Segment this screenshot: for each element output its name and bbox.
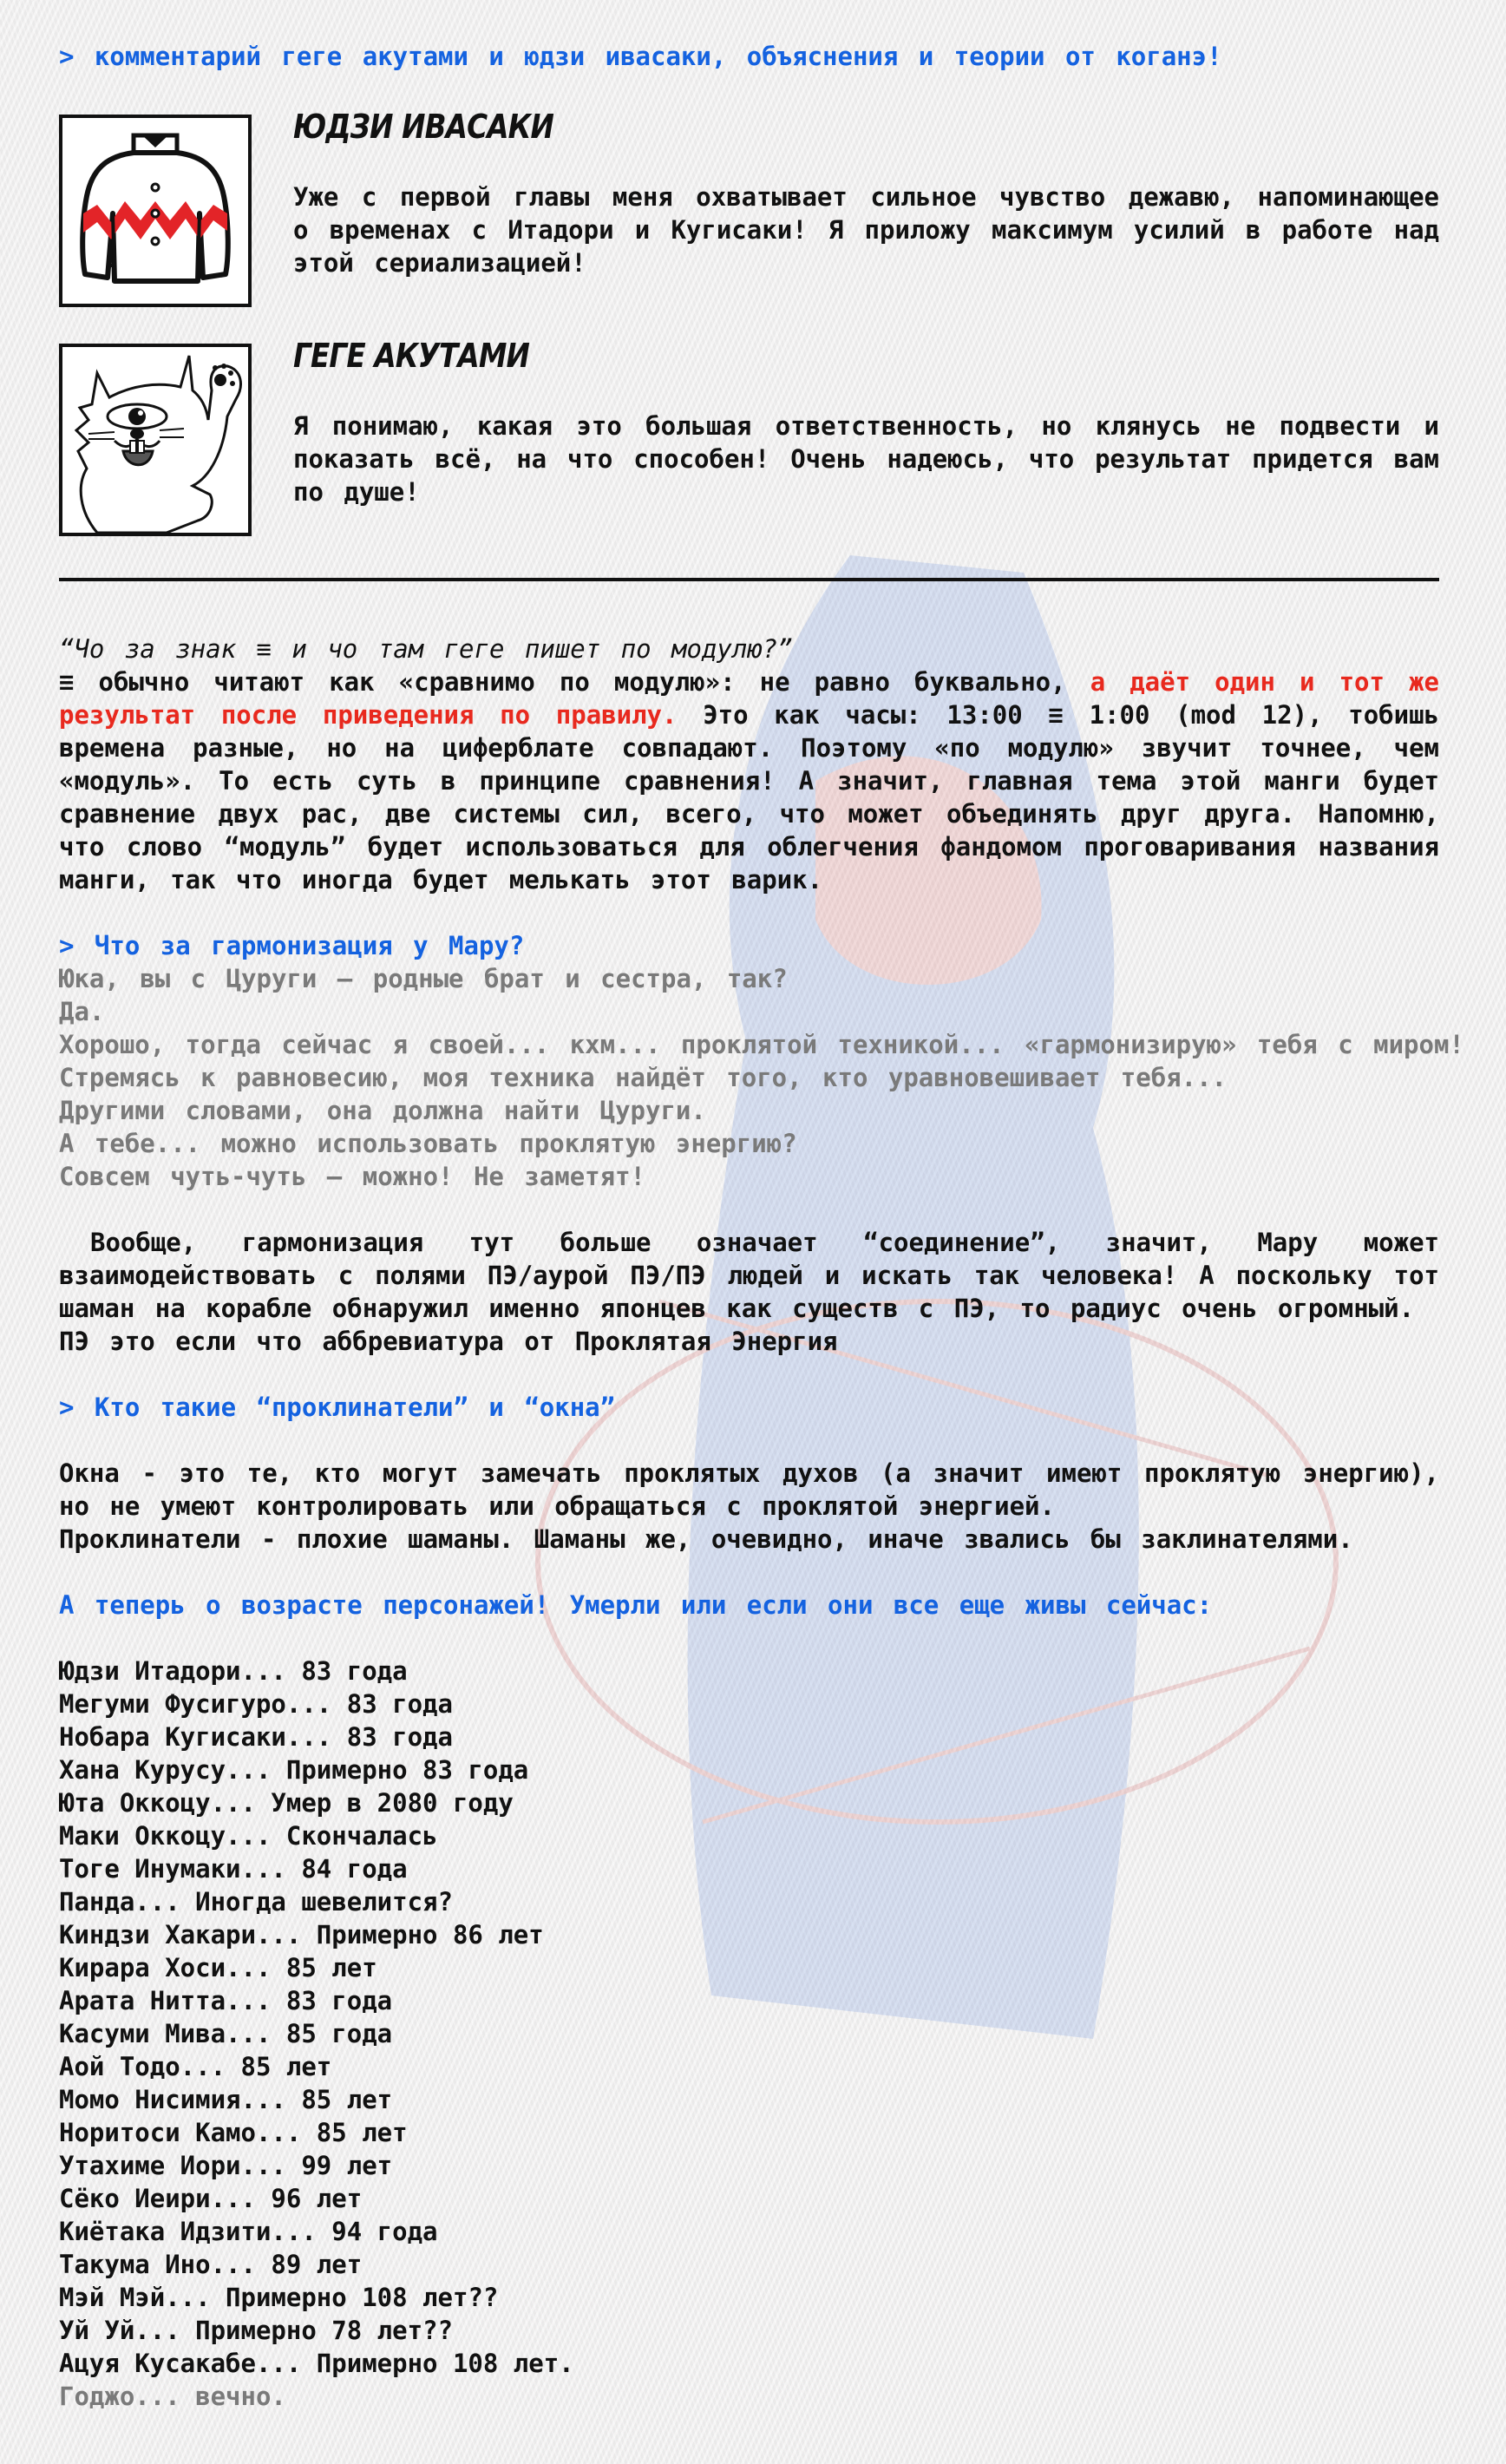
modulo-text-end: Это как часы: 13:00 ≡ 1:00 (mod 12), тобишь времена разные, но на циферблате совпадают. Поэтому «по модулю» звучит точнее, чем «модуль». То есть суть в принципе сравнения! А значит, главная тема этой манги будет сравнение двух рас, две системы сил, всего, что может объединять друг друга. Напомню, что слово “модуль” будет использоваться для облегчения фандомом проговаривания названия манги, так что иногда будет мелькать этот варик.: [59, 700, 1439, 895]
dialogue-line: Стремясь к равновесию, моя техника найдёт того, кто уравновешивает тебя...: [59, 1063, 1228, 1092]
ages-list-item: Уй Уй... Примерно 78 лет??: [59, 2316, 453, 2345]
ages-list-item: Панда... Иногда шевелится?: [59, 1887, 453, 1917]
maru-heading: > Что за гармонизация у Мару?: [59, 931, 525, 960]
ages-section: [59, 1589, 1439, 2413]
windows-heading: > Кто такие “проклинатели” и “окна”: [59, 1393, 616, 1422]
dialogue-line: Совсем чуть-чуть – можно! Не заметят!: [59, 1162, 646, 1191]
windows-section: [59, 1391, 1439, 1556]
ages-list-item: Утахиме Иори... 99 лет: [59, 2151, 393, 2180]
dialogue-line: Юка, вы с Цуруги – родные брат и сестра, так?: [59, 964, 788, 993]
author-avatar-iwasaki: [59, 115, 252, 307]
ages-list-item: Ацуя Кусакабе... Примерно 108 лет.: [59, 2349, 574, 2378]
dialogue-line: Хорошо, тогда сейчас я своей... кхм... проклятой техникой... «гармонизирую» тебя с миром!: [59, 1030, 1464, 1059]
ages-list-item: Арата Нитта... 83 года: [59, 1986, 393, 2015]
ages-list-item: Киётака Идзити... 94 года: [59, 2217, 438, 2246]
ages-list-item: Юдзи Итадори... 83 года: [59, 1656, 408, 1686]
ages-heading: А теперь о возрасте персонажей! Умерли или если они все еще живы сейчас:: [59, 1590, 1213, 1620]
ages-list-item: Хана Курусу... Примерно 83 года: [59, 1755, 529, 1785]
modulo-text-start: ≡ обычно читают как «сравнимо по модулю»: не равно буквально,: [59, 667, 1090, 697]
maru-footnote: ПЭ это если что аббревиатура от Проклятая Энергия: [59, 1327, 838, 1356]
ages-list-item: Такума Ино... 89 лет: [59, 2250, 363, 2279]
author-comment: Уже с первой главы меня охватывает сильное чувство дежавю, напоминающее о временах с Итадори и Кугисаки! Я приложу максимум усилий в работе над этой сериализацией!: [293, 182, 1439, 278]
curse-users-text: Проклинатели - плохие шаманы. Шаманы же, очевидно, иначе звались бы заклинателями.: [59, 1524, 1353, 1554]
ages-list-item: Мэй Мэй... Примерно 108 лет??: [59, 2283, 499, 2312]
author-name: ЮДЗИ ИВАСАКИ: [293, 108, 553, 146]
ages-last-item: Годжо... вечно.: [59, 2382, 286, 2411]
maru-section: [59, 929, 1464, 1358]
windows-text: Окна - это те, кто могут замечать проклятых духов (а значит имеют проклятую энергию), но не умеют контролировать или обращаться с проклятой энергией.: [59, 1458, 1439, 1521]
ages-list-item: Момо Нисимия... 85 лет: [59, 2085, 393, 2114]
ages-list-item: Тоге Инумаки... 84 года: [59, 1854, 408, 1884]
ages-list-item: Касуми Мива... 85 года: [59, 2019, 393, 2048]
ages-list-item: Норитоси Камо... 85 лет: [59, 2118, 408, 2147]
maru-explanation: Вообще, гармонизация тут больше означает “соединение”, значит, Мару может взаимодействовать с полями ПЭ/аурой ПЭ/ПЭ людей и искать так человека! А поскольку тот шаман на корабле обнаружил именно японцев как существ с ПЭ, то радиус очень огромный.: [59, 1228, 1439, 1323]
ages-list-item: Аой Тодо... 85 лет: [59, 2052, 332, 2081]
ages-list-item: Маки Оккоцу... Скончалась: [59, 1821, 438, 1851]
modulo-paragraph: [59, 665, 1439, 896]
cat-icon: [62, 347, 248, 533]
section-divider: [59, 578, 1439, 581]
modulo-highlight: а даёт один и тот же результат после приведения по правилу.: [59, 667, 1439, 730]
ages-list: [59, 1655, 1439, 2380]
author-name: ГЕГЕ АКУТАМИ: [293, 337, 530, 375]
ages-list-item: Сёко Иеири... 96 лет: [59, 2184, 363, 2213]
dialogue-line: Другими словами, она должна найти Цуруги.: [59, 1096, 706, 1125]
ages-list-item: Нобара Кугисаки... 83 года: [59, 1722, 453, 1752]
ages-list-item: Юта Оккоцу... Умер в 2080 году: [59, 1788, 514, 1818]
author-avatar-akutami: [59, 344, 252, 536]
ages-list-item: Кирара Хоси... 85 лет: [59, 1953, 377, 1982]
ages-list-item: Мегуми Фусигуро... 83 года: [59, 1689, 453, 1719]
dialogue-line: А тебе... можно использовать проклятую энергию?: [59, 1129, 797, 1158]
author-comment: Я понимаю, какая это большая ответственность, но клянусь не подвести и показать всё, на что способен! Очень надеюсь, что результат придется вам по душе!: [293, 411, 1439, 507]
ages-list-item: Киндзи Хакари... Примерно 86 лет: [59, 1920, 544, 1950]
modulo-section: [59, 632, 1439, 896]
modulo-question: “Чо за знак ≡ и чо там геге пишет по модулю?”: [59, 634, 793, 664]
dialogue-line: Да.: [59, 997, 105, 1026]
intro-heading: > комментарий геге акутами и юдзи ивасаки, объяснения и теории от коганэ!: [59, 42, 1222, 71]
sweater-icon: [62, 118, 248, 304]
